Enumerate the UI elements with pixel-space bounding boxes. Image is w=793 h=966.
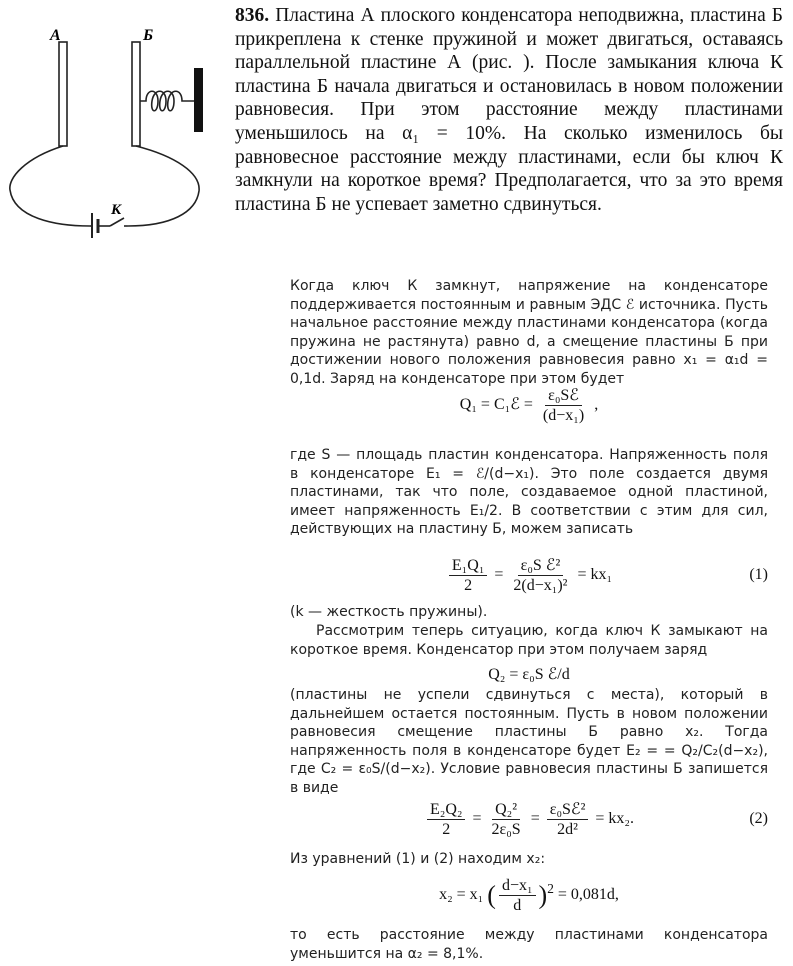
solution-para-1: Когда ключ К замкнут, напряжение на конденсаторе поддерживается постоянным и равным ЭДС ℰ источника. Пусть начальное расстояние между пластинами конденсатора (когда пружина не растянута) равно d, а смещение пластины Б при достижении нового положения равновесия равно x₁ = α₁d = 0,1d. Заряд на конденсаторе при этом будет xyxy=(290,278,768,387)
equation-2: $\frac{\text{E₂Q₂}}{2}$ = $\frac{\text{Q₂²}}{\text{2ε₀S}}$ = $\frac{\text{ε₀Sℰ²}}{\text{2d²}}$ = kx₂. (2) xyxy=(290,800,768,839)
eq-q1-den: (d−x₁) xyxy=(542,407,585,424)
eq2-num-b: Q₂² xyxy=(492,800,520,820)
eq2-frac-c xyxy=(547,800,589,839)
eq2-frac-a xyxy=(427,800,465,839)
eq-q1-left: Q₁ = C₁ℰ = xyxy=(459,396,533,414)
eq1-frac-a xyxy=(449,556,487,595)
eq-q1-tail: , xyxy=(594,396,599,414)
solution-para-6: Из уравнений (1) и (2) находим x₂: xyxy=(290,851,546,867)
eq-q1-num: ε₀Sℰ xyxy=(545,386,582,406)
solution-para-2: где S — площадь пластин конденсатора. Напряженность поля в конденсаторе E₁ = ℰ/(d−x₁). Это поле создается двумя пластинами, так что поле, создаваемое одной пластиной, имеет напряженность E₁/2. В соответствии с этим для сил, действующих на пластину Б, можем записать xyxy=(290,447,768,538)
eq2-num-c: ε₀Sℰ² xyxy=(547,800,589,820)
eq3-num: d−x₁ xyxy=(499,876,536,896)
eq2-right: = kx₂. xyxy=(595,810,635,828)
problem-number: 836. xyxy=(235,5,270,26)
wall xyxy=(194,68,203,132)
eq1-frac-b xyxy=(510,556,570,595)
eq3-right: = 0,081d, xyxy=(557,886,619,904)
solution-para-7: то есть расстояние между пластинами конденсатора уменьшится на α₂ = 8,1%. xyxy=(290,927,768,962)
eq1-den-b: 2(d−x₁)² xyxy=(513,577,568,594)
plate-a xyxy=(59,42,67,146)
eq1-num-a: E₁Q₁ xyxy=(449,556,487,576)
eq3-left: x₂ = x₁ xyxy=(439,886,484,904)
spring xyxy=(140,91,194,111)
equation-3: x₂ = x₁ ( $\frac{\text{d−x₁}}{d}$ )$^2$ = 0,081d, xyxy=(439,877,619,914)
equation-q2: Q₂ = ε₀S ℰ/d xyxy=(488,666,570,683)
eq2-frac-b xyxy=(488,800,523,839)
wire-loop xyxy=(10,146,199,226)
solution-para-3: (k — жесткость пружины). xyxy=(290,604,488,620)
plate-b xyxy=(132,42,140,146)
capacitor-circuit-diagram xyxy=(0,28,232,238)
equation-1: $\frac{\text{E₁Q₁}}{2}$ = $\frac{\text{ε₀S ℰ²}}{\text{2(d−x₁)²}}$ = kx₁ (1) xyxy=(290,556,768,595)
eq2-den-b: 2ε₀S xyxy=(491,821,521,838)
eq3-exponent: 2 xyxy=(547,880,554,896)
label-a: А xyxy=(50,28,61,44)
eq-q1-fraction xyxy=(540,386,587,425)
problem-statement xyxy=(235,4,783,216)
eq1-number: (1) xyxy=(749,566,768,583)
problem-text: Пластина А плоского конденсатора неподвижна, пластина Б прикреплена к стенке пружиной и может двигаться, оставаясь параллельной пластине А (рис. ). После замыкания ключа К пластина Б начала двигаться и остановилась в новом положении равновесия. При этом расстояние между пластинами уменьшилось на α₁ = 10%. На сколько изменилось бы равновесное расстояние между пластинами, если бы ключ К замкнули на короткое время? Предполагается, что за это время пластина Б не успевает заметно сдвинуться. xyxy=(235,5,784,215)
eq1-num-b: ε₀S ℰ² xyxy=(518,556,564,576)
eq2-den-a: 2 xyxy=(442,821,451,838)
solution-para-4: Рассмотрим теперь ситуацию, когда ключ К замыкают на короткое время. Конденсатор при этом получаем заряд xyxy=(290,623,768,658)
eq2-number: (2) xyxy=(749,810,768,827)
label-b: Б xyxy=(143,28,154,44)
eq2-den-c: 2d² xyxy=(557,821,578,838)
eq2-num-a: E₂Q₂ xyxy=(427,800,465,820)
eq1-den-a: 2 xyxy=(464,577,473,594)
switch-lever xyxy=(110,218,124,226)
eq1-right: = kx₁ xyxy=(577,566,613,584)
label-k: К xyxy=(111,202,122,218)
solution-para-5: (пластины не успели сдвинуться с места), который в дальнейшем остается постоянным. Пусть в новом положении равновесия смещение пластины Б равно x₂. Тогда напряженность поля в конденсаторе будет E₂ = = Q₂/C₂(d−x₂), где C₂ = ε₀S/(d−x₂). Условие равновесия пластины Б запишется в виде xyxy=(290,687,768,796)
equation-q1 xyxy=(290,386,768,425)
eq3-fraction xyxy=(499,876,536,915)
eq3-den: d xyxy=(513,897,522,914)
